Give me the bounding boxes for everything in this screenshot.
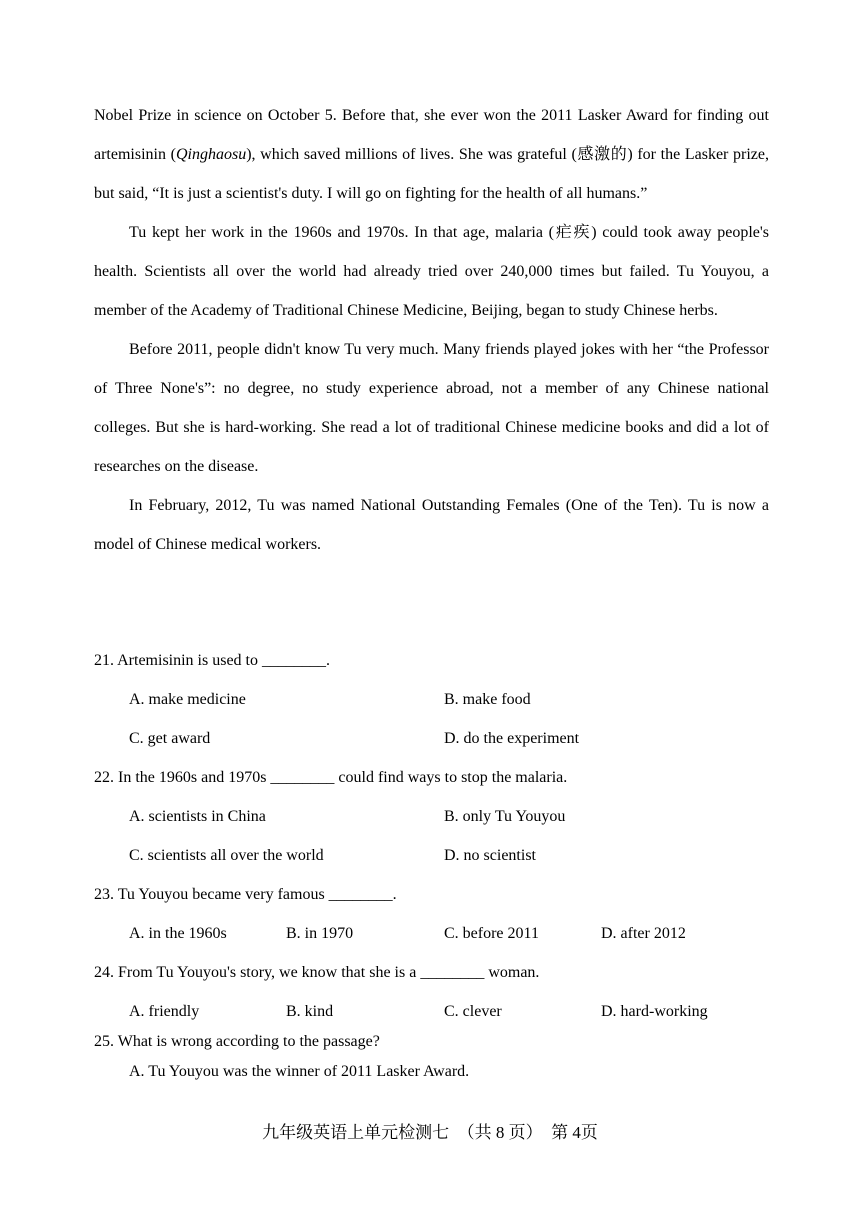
paragraph-1: [94, 96, 769, 213]
question-21-options-row-2: [94, 719, 769, 758]
question-list: [94, 641, 769, 1087]
question-25: [94, 1027, 769, 1087]
question-22: [94, 758, 769, 875]
question-23-stem: 23. Tu Youyou became very famous ________.: [94, 886, 397, 903]
reading-passage: [94, 96, 769, 564]
question-21-option-b: B. make food: [444, 691, 531, 708]
question-24-option-c: C. clever: [444, 1003, 502, 1020]
question-22-option-a: A. scientists in China: [129, 808, 266, 825]
question-23-option-b: B. in 1970: [286, 925, 354, 942]
question-21: [94, 641, 769, 758]
question-21-option-d: D. do the experiment: [444, 730, 580, 747]
question-25-stem: 25. What is wrong according to the passage?: [94, 1033, 380, 1050]
question-25-option-a: A. Tu Youyou was the winner of 2011 Lasker Award.: [129, 1063, 470, 1080]
question-24-option-b: B. kind: [286, 1003, 334, 1020]
question-23-options-row: [94, 914, 769, 953]
question-24-options-row: [94, 992, 769, 1031]
paragraph-1-start: Nobel Prize in science on October 5. Before that, she ever won the 2011 Lasker Award for finding out artemisinin (: [94, 107, 769, 163]
question-22-option-b: B. only Tu Youyou: [444, 808, 566, 825]
qinghaosu-term: Qinghaosu: [175, 146, 247, 163]
question-21-options-row-1: [94, 680, 769, 719]
question-24: [94, 953, 769, 1031]
paragraph-3: Before 2011, people didn't know Tu very much. Many friends played jokes with her “the Professor of Three None's”: no degree, no study experience abroad, not a member of any Chinese national colleges. But she is hard-working. She read a lot of traditional Chinese medicine books and did a lot of researches on the disease.: [94, 341, 769, 475]
question-23-option-d: D. after 2012: [601, 925, 686, 942]
question-23-option-a: A. in the 1960s: [129, 925, 227, 942]
paragraph-2: Tu kept her work in the 1960s and 1970s. In that age, malaria (疟疾) could took away people's health. Scientists all over the world had already tried over 240,000 times but failed. Tu Youyou, a member of the Academy of Traditional Chinese Medicine, Beijing, began to study Chinese herbs.: [94, 224, 769, 319]
question-23: [94, 875, 769, 953]
question-22-options-row-2: [94, 836, 769, 875]
question-21-option-a: A. make medicine: [129, 691, 246, 708]
paragraph-1-end: ), which saved millions of lives. She was grateful (感激的) for the Lasker prize, but said, “It is just a scientist's duty. I will go on fighting for the health of all humans.”: [94, 146, 769, 202]
question-24-option-d: D. hard-working: [601, 1003, 708, 1020]
question-22-option-c: C. scientists all over the world: [129, 847, 324, 864]
question-24-stem: 24. From Tu Youyou's story, we know that she is a ________ woman.: [94, 964, 540, 981]
question-22-options-row-1: [94, 797, 769, 836]
question-23-option-c: C. before 2011: [444, 925, 539, 942]
question-21-option-c: C. get award: [129, 730, 211, 747]
paragraph-4: In February, 2012, Tu was named National Outstanding Females (One of the Ten). Tu is now a model of Chinese medical workers.: [94, 497, 769, 553]
question-22-stem: 22. In the 1960s and 1970s ________ could find ways to stop the malaria.: [94, 769, 568, 786]
question-22-option-d: D. no scientist: [444, 847, 536, 864]
page-footer: 九年级英语上单元检测七 （共 8 页） 第 4页: [262, 1123, 598, 1142]
question-24-option-a: A. friendly: [129, 1003, 200, 1020]
question-21-stem: 21. Artemisinin is used to ________.: [94, 652, 330, 669]
